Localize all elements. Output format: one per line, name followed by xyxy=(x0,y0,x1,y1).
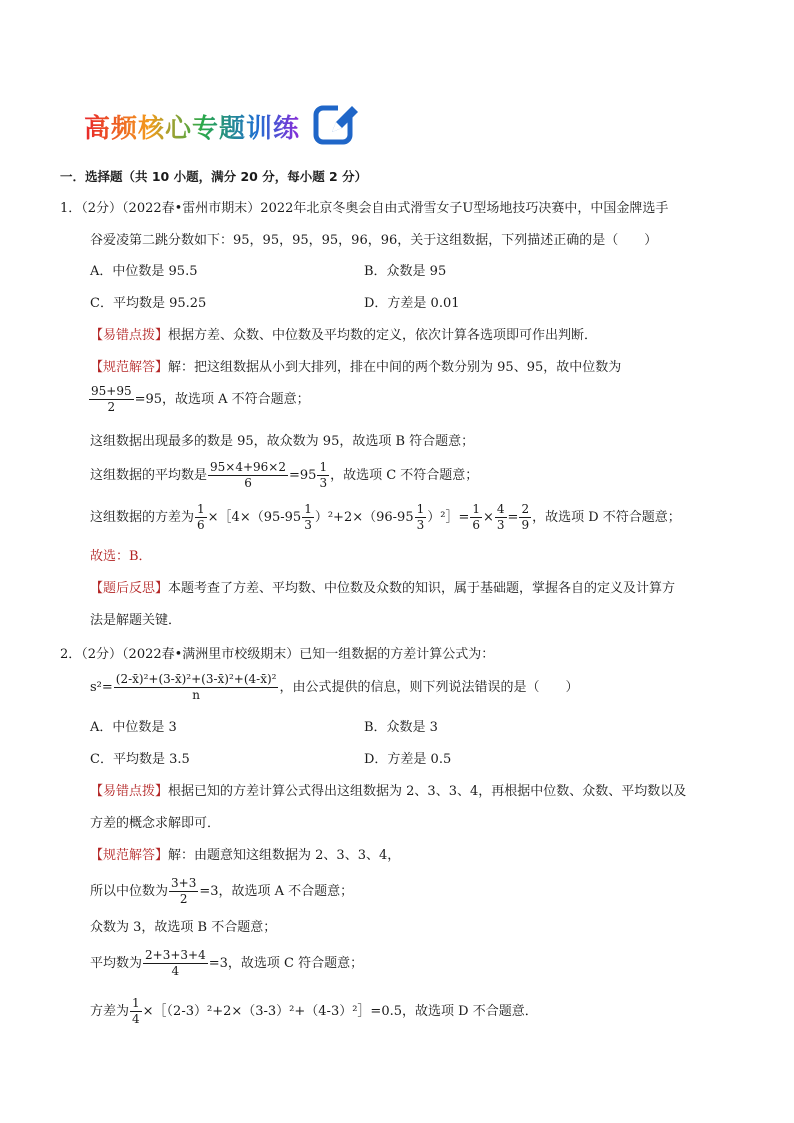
q1-option-c: C．平均数是 95.25 xyxy=(90,296,207,311)
q1-variance-end: ）²］= xyxy=(427,510,470,525)
q2-solution-line3: 众数为 3，故选项 B 不合题意； xyxy=(90,920,277,935)
fraction-numerator: (2-x̄)²+(3-x̄)²+(3-x̄)²+(4-x̄)² xyxy=(115,672,277,686)
q2-tip-tag: 【易错点拨】 xyxy=(90,784,169,799)
q2-variance-conclusion: ×［（2-3）²+2×（3-3）²+（4-3）²］=0.5，故选项 D 不合题意． xyxy=(142,1004,538,1019)
q2-solution-tag: 【规范解答】 xyxy=(90,848,169,863)
q1-mean-label: 这组数据的平均数是 xyxy=(90,468,208,483)
q2-tip-line1 xyxy=(90,782,686,802)
fraction-numerator: 1 xyxy=(197,502,205,516)
q1-tip-text: 根据方差、众数、中位数及平均数的定义，依次计算各选项即可作出判断． xyxy=(168,328,598,343)
q2-tip-line2: 方差的概念求解即可． xyxy=(90,816,221,831)
q1-solution-line3: 这组数据出现最多的数是 95，故众数为 95，故选项 B 符合题意； xyxy=(90,434,475,449)
q1-solution-tag: 【规范解答】 xyxy=(90,360,169,375)
fraction-numerator: 2 xyxy=(521,502,530,516)
fraction-numerator: 2+3+3+4 xyxy=(145,948,206,962)
fraction-denominator: n xyxy=(192,688,200,702)
fraction-denominator: 2 xyxy=(179,892,188,906)
section-heading: 一．选择题（共 10 小题，满分 20 分，每小题 2 分） xyxy=(60,169,368,184)
fraction-denominator: 3 xyxy=(319,476,328,490)
fraction-numerator: 3+3 xyxy=(171,876,197,890)
q2-stem-tail: ，由公式提供的信息，则下列说法错误的是（ ） xyxy=(279,680,579,695)
q2-solution-line2 xyxy=(90,876,353,907)
fraction-numerator: 4 xyxy=(496,502,505,516)
q1-variance-mixed-a xyxy=(302,502,314,533)
q1-median-fraction xyxy=(89,384,134,415)
banner-title: 高频核心专题训练 xyxy=(84,108,300,145)
q2-median-fraction xyxy=(169,876,198,907)
q2-stem-line1: 2．（2分）（2022春•满洲里市校级期末）已知一组数据的方差计算公式为： xyxy=(60,647,495,662)
q1-solution-line2 xyxy=(88,384,310,415)
q1-solution-line4 xyxy=(90,460,478,491)
fraction-numerator: 95×4+96×2 xyxy=(210,460,286,474)
q1-tip xyxy=(90,326,597,346)
q2-median-label: 所以中位数为 xyxy=(90,884,169,899)
q2-median-conclusion: =3，故选项 A 不合题意； xyxy=(199,884,354,899)
q1-solution-text1: 解：把这组数据从小到大排列，排在中间的两个数分别为 95、95，故中位数为 xyxy=(168,360,622,375)
q1-tip-tag: 【易错点拨】 xyxy=(90,328,169,343)
q2-solution-line4 xyxy=(90,948,363,979)
q2-option-d: D．方差是 0.5 xyxy=(364,752,452,767)
q1-reflection-line2: 法是解题关键． xyxy=(90,613,182,628)
q2-tip-text: 根据已知的方差计算公式得出这组数据为 2、3、3、4，再根据中位数、众数、平均数以及 xyxy=(168,784,687,799)
q1-option-b: B．众数是 95 xyxy=(364,264,447,279)
q2-mean-fraction xyxy=(143,948,208,979)
fraction-denominator: 6 xyxy=(472,518,480,532)
q1-option-a: A．中位数是 95.5 xyxy=(90,264,198,279)
q1-mean-mixed-fraction xyxy=(317,460,329,491)
fraction-numerator: 1 xyxy=(472,502,480,516)
q1-variance-mixed-b xyxy=(415,502,427,533)
fraction-denominator: 4 xyxy=(132,1012,140,1026)
q1-variance-body: ×［4×（95-95 xyxy=(207,510,302,525)
q1-variance-label: 这组数据的方差为 xyxy=(90,510,195,525)
fraction-denominator: 4 xyxy=(171,964,180,978)
fraction-numerator: 1 xyxy=(304,502,312,516)
q1-variance-result-c xyxy=(519,502,531,533)
q2-solution-line5 xyxy=(90,996,538,1027)
q1-answer: 故选：B． xyxy=(90,549,152,564)
banner xyxy=(80,100,370,152)
q1-mean-conclusion: ，故选项 C 不符合题意； xyxy=(330,468,479,483)
fraction-denominator: 3 xyxy=(304,518,312,532)
fraction-denominator: 6 xyxy=(197,518,205,532)
q2-option-a: A．中位数是 3 xyxy=(90,720,177,735)
fraction-denominator: 3 xyxy=(496,518,505,532)
q1-reflection-line1 xyxy=(90,579,675,599)
q1-reflection-tag: 【题后反思】 xyxy=(90,581,169,596)
q2-variance-label: 方差为 xyxy=(90,1004,130,1019)
fraction-denominator: 6 xyxy=(244,476,252,490)
q2-solution-text1: 解：由题意知这组数据为 2、3、3、4， xyxy=(168,848,401,863)
q2-solution-line1 xyxy=(90,846,400,866)
fraction-numerator: 1 xyxy=(132,996,140,1010)
fraction-numerator: 1 xyxy=(416,502,425,516)
q1-stem-line1: 1．（2分）（2022春•雷州市期末）2022年北京冬奥会自由式滑雪女子U型场地技巧决赛中，中国金牌选手 xyxy=(60,201,669,216)
q2-formula-lhs: s²= xyxy=(90,680,113,695)
q2-variance-formula xyxy=(114,672,279,703)
fraction-numerator: 95+95 xyxy=(91,384,132,398)
q2-option-c: C．平均数是 3.5 xyxy=(90,752,190,767)
q2-mean-label: 平均数为 xyxy=(90,956,143,971)
q2-variance-fraction xyxy=(130,996,142,1027)
q1-option-d: D．方差是 0.01 xyxy=(364,296,460,311)
q1-variance-mid: ）²+2×（96-95 xyxy=(314,510,414,525)
q1-mean-value: =95 xyxy=(289,468,317,483)
q1-stem-line2: 谷爱凌第二跳分数如下：95，95，95，95，96，96，关于这组数据，下列描述正确的是（ ） xyxy=(90,233,658,248)
q1-solution-line1 xyxy=(90,358,621,378)
pencil-edit-icon xyxy=(312,100,362,150)
q1-variance-fraction xyxy=(195,502,207,533)
q2-option-b: B．众数是 3 xyxy=(364,720,438,735)
q1-variance-conclusion: ，故选项 D 不符合题意； xyxy=(532,510,681,525)
fraction-denominator: 3 xyxy=(416,518,425,532)
fraction-denominator: 9 xyxy=(521,518,530,532)
q1-reflection-text: 本题考查了方差、平均数、中位数及众数的知识，属于基础题，掌握各自的定义及计算方 xyxy=(168,581,676,596)
q1-variance-result-b xyxy=(495,502,507,533)
q2-mean-conclusion: =3，故选项 C 符合题意； xyxy=(208,956,364,971)
q1-solution-line5: 这组数据的方差为 $\frac{1}{6}$ ×［4×（95-95 $\frac{1}{3}$ ）²+2×（96-95 $\frac{1}{3}$ ）²］= $\frac{1}{6}$ × $\frac{4}{3}$ = $\frac{2}{9}$ ，故选项 D 不符合题意； xyxy=(90,502,681,532)
q1-variance-result-a xyxy=(470,502,482,533)
q1-solution-text1-tail: =95，故选项 A 不符合题意； xyxy=(134,392,310,407)
q1-mean-fraction xyxy=(208,460,288,491)
q2-formula-line xyxy=(90,672,578,703)
fraction-denominator: 2 xyxy=(107,400,116,414)
fraction-numerator: 1 xyxy=(319,460,328,474)
